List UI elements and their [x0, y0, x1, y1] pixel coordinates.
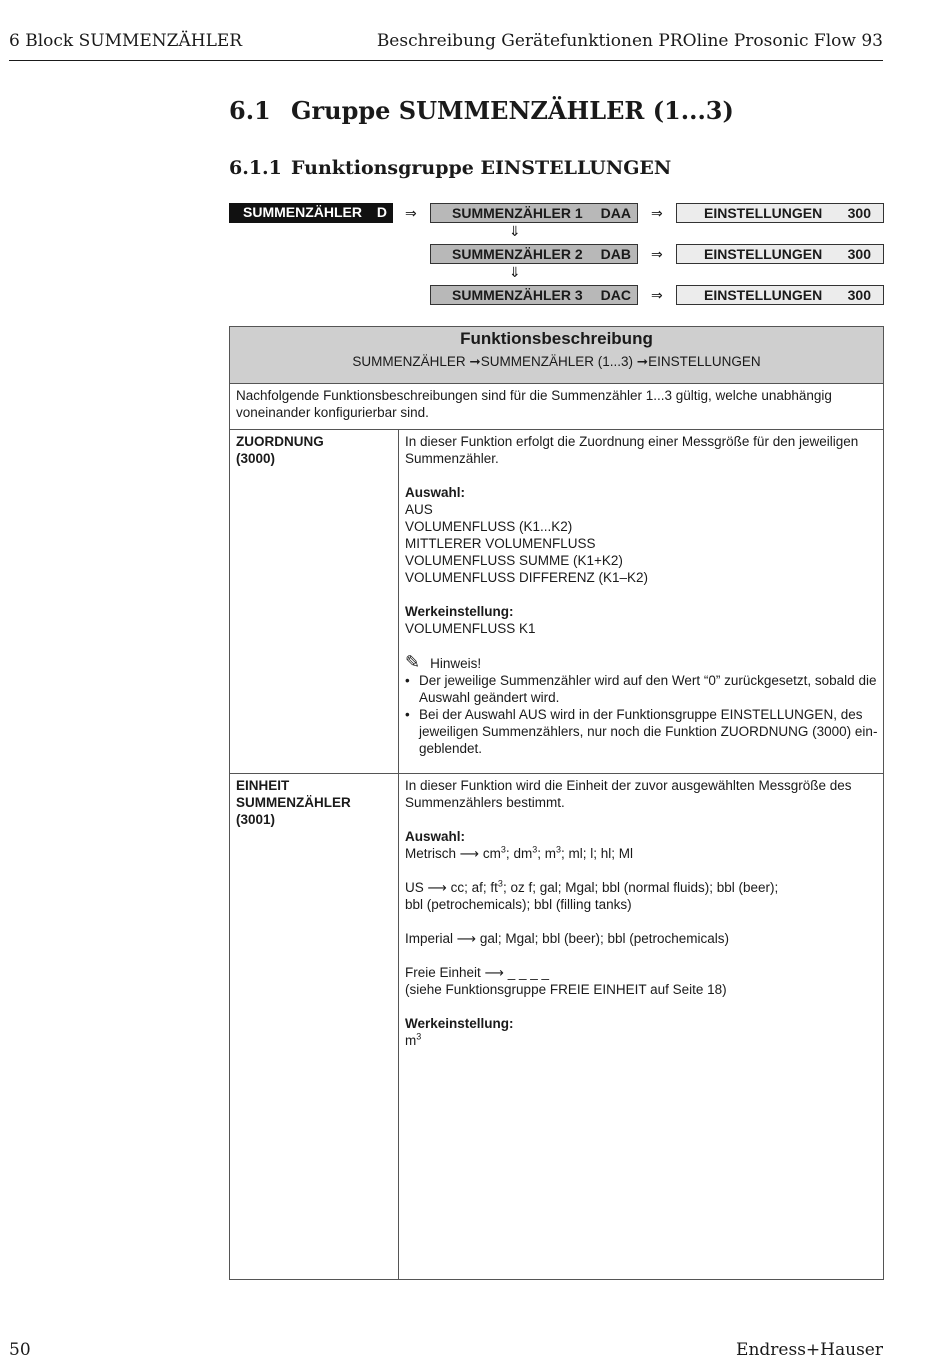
- unit-text: dm: [513, 846, 533, 861]
- option-item: AUS: [405, 502, 433, 517]
- path-part-block: SUMMENZÄHLER: [352, 354, 466, 369]
- selection-label: Auswahl:: [405, 829, 466, 844]
- imperial-label: Imperial: [405, 931, 454, 946]
- default-label: Werkeinstellung:: [405, 1016, 514, 1031]
- free-unit-label: Freie Einheit: [405, 965, 481, 980]
- function-code: (3001): [236, 812, 276, 827]
- arrow-down-icon: ⇓: [509, 264, 521, 280]
- arrow-right-icon: ⇒: [651, 205, 663, 221]
- nav-target-1-label: EINSTELLUNGEN: [704, 205, 823, 221]
- selection-label: Auswahl:: [405, 485, 466, 500]
- superscript: 3: [532, 844, 538, 855]
- path-arrow-icon: ➞: [636, 354, 649, 369]
- pencil-icon: ✎: [405, 652, 421, 672]
- nav-target-3-label: EINSTELLUNGEN: [704, 287, 823, 303]
- unit-text: m: [544, 846, 556, 861]
- option-item: MITTLERER VOLUMENFLUSS: [405, 536, 596, 551]
- nav-target-1-box: [676, 203, 884, 223]
- nav-target-3-box: [676, 285, 884, 305]
- subsection-title: Funktionsgruppe EINSTELLUNGEN: [291, 157, 672, 179]
- us-label: US: [405, 880, 424, 895]
- superscript: 3: [497, 878, 503, 889]
- section-title: Gruppe SUMMENZÄHLER (1...3): [291, 96, 734, 125]
- intro-text: Nachfolgende Funktionsbeschreibungen sind für die Summenzähler 1...3 gültig, welche unabhängig voneinander konfigurierbar sind.: [236, 388, 832, 420]
- free-unit-reference: (siehe Funktionsgruppe FREIE EINHEIT auf Seite 18): [405, 982, 727, 997]
- table-row: [230, 429, 883, 774]
- metric-units: Metrisch ⟶ $cm^3$; $dm^3$; $m^3$; ml; l; hl; Ml: [405, 844, 634, 861]
- path-part-function-group: EINSTELLUNGEN: [648, 354, 761, 369]
- arrow-down-icon: ⇓: [509, 223, 521, 239]
- list-item: • Bei der Auswahl AUS wird in der Funktionsgruppe EINSTELLUNGEN, des jeweiligen Summenzählers, nur noch die Funktion ZUORDNUNG (3000) ein- geblendet.: [405, 706, 880, 757]
- subsection-heading: [229, 157, 671, 179]
- page-number: 50: [9, 1340, 31, 1360]
- table-path: [230, 354, 883, 370]
- unit-text: cc; af; ft: [450, 880, 498, 895]
- arrow-right-icon: ⇒: [651, 246, 663, 262]
- default-value: VOLUMENFLUSS K1: [405, 621, 536, 636]
- option-item: VOLUMENFLUSS DIFFERENZ (K1–K2): [405, 570, 649, 585]
- nav-group-2-box: [430, 244, 638, 264]
- nav-block-code: D: [376, 204, 387, 220]
- nav-target-3-code: 300: [847, 287, 871, 303]
- us-units-continued: bbl (petrochemicals); bbl (filling tanks): [405, 897, 632, 912]
- us-units: [405, 879, 880, 896]
- arrow-right-icon: ⇒: [405, 205, 417, 221]
- free-unit: [405, 964, 880, 981]
- table-intro-row: [230, 383, 883, 430]
- nav-target-2-label: EINSTELLUNGEN: [704, 246, 823, 262]
- nav-target-2-box: [676, 244, 884, 264]
- option-item: VOLUMENFLUSS SUMME (K1+K2): [405, 553, 623, 568]
- nav-group-3-label: SUMMENZÄHLER 3: [452, 287, 583, 303]
- default-value: [405, 1032, 880, 1049]
- section-heading: [229, 96, 734, 125]
- list-item: • Der jeweilige Summenzähler wird auf den Wert “0” zurückgesetzt, sobald die Auswahl geändert wird.: [405, 672, 880, 706]
- unit-text: gal; Mgal; bbl (beer); bbl (petrochemicals): [479, 931, 730, 946]
- default-label: Werkeinstellung:: [405, 604, 514, 619]
- section-number: 6.1: [229, 96, 271, 125]
- function-description-cell: [405, 777, 880, 1049]
- table-row: [230, 773, 883, 1279]
- nav-group-3-box: [430, 285, 638, 305]
- option-item: VOLUMENFLUSS (K1...K2): [405, 519, 573, 534]
- nav-group-2-code: DAB: [600, 246, 631, 262]
- function-name-cell: [236, 433, 391, 467]
- nav-group-1-label: SUMMENZÄHLER 1: [452, 205, 583, 221]
- metric-label: Metrisch: [405, 846, 457, 861]
- nav-block-label: SUMMENZÄHLER: [243, 204, 362, 220]
- function-description: In dieser Funktion wird die Einheit der zuvor ausgewählten Messgröße des Summenzählers bestimmt.: [405, 778, 852, 810]
- arrow-right-icon: ⟶: [459, 846, 480, 861]
- superscript: 3: [416, 1031, 422, 1042]
- table-header: [230, 327, 883, 384]
- superscript: 3: [555, 844, 561, 855]
- path-arrow-icon: ➞: [469, 354, 481, 369]
- arrow-right-icon: ⟶: [427, 880, 447, 895]
- nav-group-1-code: DAA: [600, 205, 631, 221]
- running-header-right: Beschreibung Gerätefunktionen PROline Prosonic Flow 93: [376, 31, 883, 51]
- function-name-cell: [236, 777, 391, 828]
- function-description-cell: [405, 433, 880, 757]
- nav-target-2-code: 300: [847, 246, 871, 262]
- note-list: [405, 672, 880, 757]
- note-label: Hinweis!: [430, 656, 482, 671]
- nav-block-box: [229, 203, 393, 223]
- nav-group-2-label: SUMMENZÄHLER 2: [452, 246, 583, 262]
- unit-text: ml; l; hl; Ml: [568, 846, 634, 861]
- superscript: 3: [500, 844, 506, 855]
- nav-target-1-code: 300: [847, 205, 871, 221]
- function-description-table: [229, 326, 884, 1280]
- path-part-group: SUMMENZÄHLER (1...3): [480, 354, 633, 369]
- running-header-left: 6 Block SUMMENZÄHLER: [9, 31, 243, 51]
- free-unit-value: _ _ _ _: [507, 965, 549, 980]
- function-name: SUMMENZÄHLER: [236, 795, 351, 810]
- unit-text: ; oz f; gal; Mgal; bbl (normal fluids); bbl (beer);: [502, 880, 779, 895]
- header-rule: [9, 60, 883, 61]
- arrow-right-icon: ⟶: [456, 931, 477, 946]
- nav-group-1-box: [430, 203, 638, 223]
- nav-group-3-code: DAC: [600, 287, 631, 303]
- unit-text: cm: [482, 846, 501, 861]
- function-name: EINHEIT: [236, 778, 290, 793]
- arrow-right-icon: ⟶: [484, 965, 504, 980]
- imperial-units: [405, 930, 880, 947]
- note-heading: [405, 654, 880, 672]
- function-code: (3000): [236, 451, 276, 466]
- brand-logo: Endress+Hauser: [736, 1340, 883, 1360]
- arrow-right-icon: ⇒: [651, 287, 663, 303]
- function-name: ZUORDNUNG: [236, 434, 324, 449]
- table-title: Funktionsbeschreibung: [460, 329, 653, 348]
- unit-text: m: [405, 1033, 417, 1048]
- function-description: In dieser Funktion erfolgt die Zuordnung einer Messgröße für den jeweiligen Summenzähler.: [405, 434, 859, 466]
- subsection-number: 6.1.1: [229, 157, 282, 179]
